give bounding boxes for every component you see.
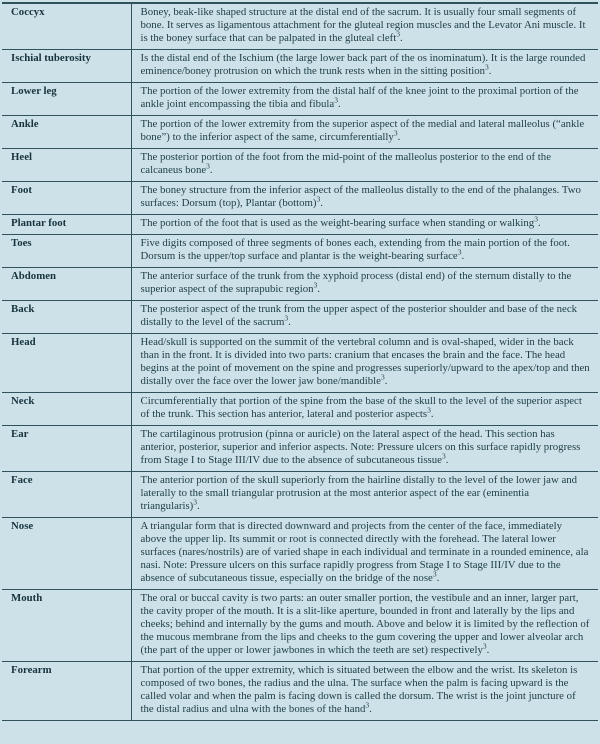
term-cell: Foot (2, 182, 131, 215)
table-row (2, 662, 598, 721)
definition-cell (131, 235, 598, 268)
term-cell: Ear (2, 426, 131, 472)
definition-text: Is the distal end of the Ischium (the large lower back part of the os inominatum). It is the large rounded eminence/boney protrusion on which the trunk rests when in the sitting position (140, 52, 586, 77)
sentence-end: . (486, 644, 490, 656)
term-cell: Head (2, 334, 131, 393)
definition-text: A triangular form that is directed downward and projects from the center of the face, immediately above the upper lip. Its summit or root is connected directly with the forehead. The lateral lower surfaces (nares/nostrils) are of varied shape in each individual and terminate in a rounded eminence, ala nasi. Note: Pressure ulcers on this surface rapidly progress from Stage I to Stage III/IV due to the absence of subcutaneous tissue, especially on the bridge of the nose (140, 520, 589, 584)
sentence-end: . (384, 375, 388, 387)
sentence-end: . (461, 250, 465, 262)
definition-text: Boney, beak-like shaped structure at the distal end of the sacrum. It is usually four small segments of bone. It serves as ligamentous attachment for the gluteal region muscles and the Levator Ani muscle. It is the boney surface that can be palpated in the gluteal cleft (140, 6, 586, 44)
sentence-end: . (337, 98, 341, 110)
definition-cell (131, 215, 598, 235)
term-cell: Ischial tuberosity (2, 50, 131, 83)
definition-cell (131, 393, 598, 426)
definition-text: The anterior surface of the trunk from the xyphoid process (distal end) of the sternum distally to the superior aspect of the suprapubic region (140, 270, 572, 295)
citation-superscript: 3 (365, 700, 370, 710)
definition-text: The oral or buccal cavity is two parts: an outer smaller portion, the vestibule and an inner, larger part, the cavity proper of the mouth. It is a slit-like aperture, bounded in front and laterally by the lips and cheeks; behind and internally by the gums and mouth. Above and below it is limited by the reflection of the mucous membrane from the lips and cheeks to the gum covering the upper and lower alveolar arch (the part of the upper or lower jawbones in which the teeth are set) respectively (140, 592, 590, 656)
table-row (2, 3, 598, 50)
table-row (2, 472, 598, 518)
citation-superscript: 3 (313, 280, 318, 290)
sentence-end: . (369, 703, 372, 715)
term-cell: Lower leg (2, 83, 131, 116)
term-cell: Neck (2, 393, 131, 426)
definition-cell (131, 472, 598, 518)
citation-superscript: 3 (316, 194, 321, 204)
citation-superscript: 3 (441, 451, 446, 461)
citation-superscript: 3 (432, 569, 437, 579)
table-row (2, 426, 598, 472)
term-cell: Heel (2, 149, 131, 182)
term-cell: Plantar foot (2, 215, 131, 235)
definition-cell (131, 426, 598, 472)
table-row (2, 182, 598, 215)
sentence-end: . (197, 500, 200, 512)
table-row (2, 590, 598, 662)
citation-superscript: 3 (206, 161, 210, 171)
table-row (2, 50, 598, 83)
citation-superscript: 3 (485, 62, 489, 72)
table-row (2, 235, 598, 268)
citation-superscript: 3 (334, 95, 338, 105)
definition-text: That portion of the upper extremity, which is situated between the elbow and the wrist. Its skeleton is composed of two bones, the radius and the ulna. The surface when the palm is facing upward is the called volar and when the palm is facing down is called the dorsum. The wrist is the joint juncture of the distal radius and ulna with the bones of the hand (140, 664, 578, 715)
table-row (2, 393, 598, 426)
definition-text: The anterior portion of the skull superiorly from the hairline distally to the level of the lower jaw and laterally to the small triangular protrusion at the most anterior aspect of the ear (eminentia triangularis) (140, 474, 578, 512)
citation-superscript: 3 (193, 497, 198, 507)
definition-text: Circumferentially that portion of the spine from the base of the skull to the level of the superior aspect of the trunk. This section has anterior, lateral and posterior aspects (140, 395, 582, 420)
definition-cell (131, 301, 598, 334)
table-row (2, 268, 598, 301)
definition-text: The portion of the lower extremity from the superior aspect of the medial and lateral malleolus (“ankle bone”) to the inferior aspect of the same, circumferentially (140, 118, 585, 143)
definition-cell (131, 83, 598, 116)
table-row (2, 149, 598, 182)
sentence-end: . (436, 572, 440, 584)
definition-text: Five digits composed of three segments of bones each, extending from the main portion of the foot. Dorsum is the upper/top surface and plantar is the weight-bearing surface (140, 237, 570, 262)
definition-cell (131, 149, 598, 182)
term-cell: Toes (2, 235, 131, 268)
citation-superscript: 3 (427, 405, 431, 415)
term-cell: Abdomen (2, 268, 131, 301)
table-row (2, 518, 598, 590)
definition-text: The posterior aspect of the trunk from the upper aspect of the posterior shoulder and base of the neck distally to the level of the sacrum (140, 303, 578, 328)
sentence-end: . (399, 32, 403, 44)
definition-text: The portion of the lower extremity from the distal half of the knee joint to the proximal portion of the ankle joint encompassing the tibia and fibula (140, 85, 579, 110)
definition-cell (131, 182, 598, 215)
table-row (2, 116, 598, 149)
definition-text: The cartilaginous protrusion (pinna or auricle) on the lateral aspect of the head. This section has anterior, posterior, superior and inferior aspects. Note: Pressure ulcers on this surface rapidly progress from Stage I to Stage III/IV due to the absence of subcutaneous tissue (140, 428, 581, 466)
citation-superscript: 3 (284, 313, 289, 323)
definition-text: The portion of the foot that is used as the weight-bearing surface when standing or walking (140, 217, 535, 229)
definition-cell (131, 334, 598, 393)
citation-superscript: 3 (380, 372, 385, 382)
definition-text: The posterior portion of the foot from the mid-point of the malleolus posterior to the end of the calcaneus bone (140, 151, 551, 176)
sentence-end: . (209, 164, 213, 176)
term-cell: Mouth (2, 590, 131, 662)
definition-text: The boney structure from the inferior aspect of the malleolus distally to the end of the phalanges. Two surfaces: Dorsum (top), Plantar (bottom) (140, 184, 581, 209)
citation-superscript: 3 (396, 29, 400, 39)
sentence-end: . (537, 217, 541, 229)
citation-superscript: 3 (457, 247, 462, 257)
sentence-end: . (430, 408, 434, 420)
sentence-end: . (320, 197, 323, 209)
table-row (2, 334, 598, 393)
body-regions-table (2, 2, 598, 721)
sentence-end: . (317, 283, 320, 295)
definition-cell (131, 3, 598, 50)
term-cell: Coccyx (2, 3, 131, 50)
table-row (2, 83, 598, 116)
term-cell: Ankle (2, 116, 131, 149)
definition-cell (131, 518, 598, 590)
term-cell: Nose (2, 518, 131, 590)
term-cell: Face (2, 472, 131, 518)
definition-text: Head/skull is supported on the summit of the vertebral column and is oval-shaped, wider in the back than in the front. It is divided into two parts: cranium that encases the brain and the face. The head begins at the point of movement on the spine and progresses superiorly/upward to the apex/top and then distally over the face over the lower jaw bone/mandible (140, 336, 590, 387)
definition-cell (131, 590, 598, 662)
sentence-end: . (288, 316, 291, 328)
citation-superscript: 3 (534, 214, 538, 224)
table-row (2, 215, 598, 235)
citation-superscript: 3 (393, 128, 398, 138)
citation-superscript: 3 (482, 641, 487, 651)
table-body (2, 3, 598, 721)
sentence-end: . (397, 131, 401, 143)
term-cell: Back (2, 301, 131, 334)
definition-cell (131, 50, 598, 83)
table-row (2, 301, 598, 334)
sentence-end: . (445, 454, 449, 466)
definition-cell (131, 662, 598, 721)
definition-cell (131, 116, 598, 149)
sentence-end: . (488, 65, 492, 77)
definition-cell (131, 268, 598, 301)
term-cell: Forearm (2, 662, 131, 721)
